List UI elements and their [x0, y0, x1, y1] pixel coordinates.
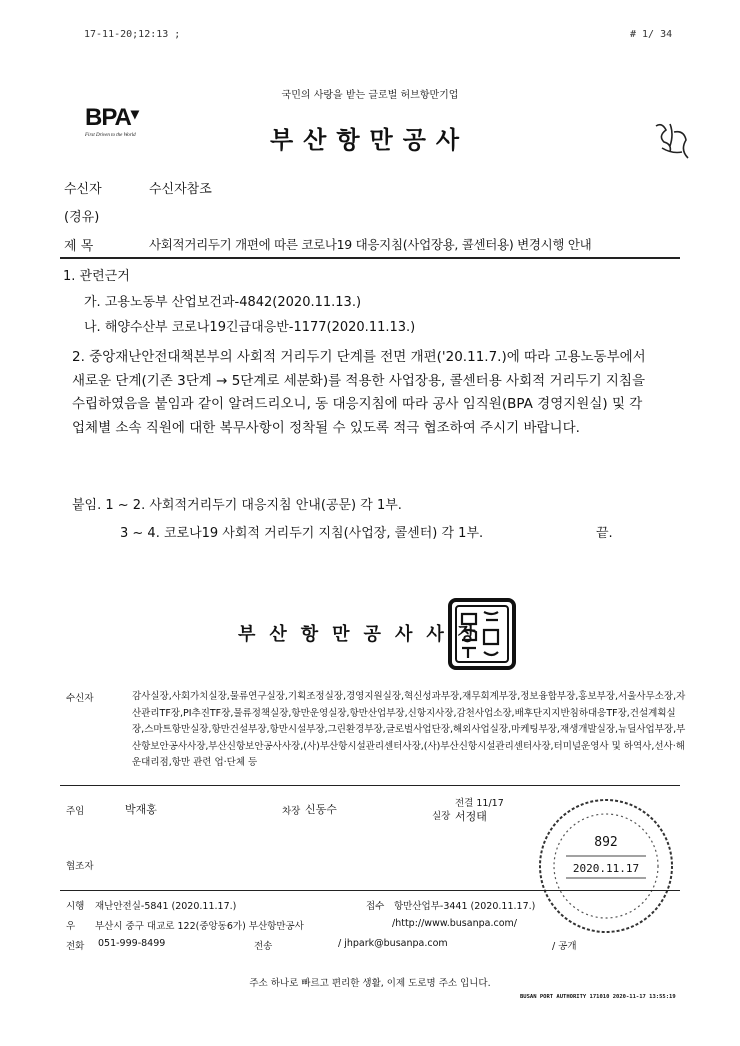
email-address: / jhpark@busanpa.com	[338, 938, 448, 949]
cooperator-label: 협조자	[66, 861, 94, 872]
received-value: 항만산업부-3441 (2020.11.17.)	[394, 901, 536, 912]
subject-value: 사회적거리두기 개편에 따른 코로나19 대응지침(사업장용, 콜센터용) 변경시행 안내	[149, 237, 592, 252]
attachment-1: 붙임. 1 ~ 2. 사회적거리두기 대응지침 안내(공문) 각 1부.	[72, 498, 402, 513]
exec-label: 시행	[66, 901, 85, 912]
item-2: 2. 중앙재난안전대책본부의 사회적 거리두기 단계를 전면 개편('20.11.7.)에 따라 고용노동부에서 새로운 단계(기존 3단계 → 5단계로 세분화)를 적용한 사업장용, 콜센터용 사회적 거리두기 지침을 수립하였음을 붙임과 같이 알려드리오니, 동 대응지침에 따라 공사 임직원(BPA 경영지원실) 및 각 업체별 소속 직원에 대한 복무사항이 정착될 수 있도록 적극 협조하여 주시기 바랍니다.	[72, 349, 646, 436]
phone-label: 전화	[66, 941, 85, 952]
logo-subtitle: First Driven to the World	[85, 133, 136, 138]
road-address-notice: 주소 하나로 빠르고 편리한 생활, 이제 도로명 주소 입니다.	[249, 978, 491, 989]
bpa-logo: BPA▾ First Driven to the World	[85, 104, 138, 138]
slogan: 국민의 사랑을 받는 글로벌 허브항만기업	[281, 90, 459, 101]
disclosure-status: / 공개	[552, 941, 577, 952]
reviewer-name: 신동수	[305, 803, 337, 816]
attachment-2: 3 ~ 4. 코로나19 사회적 거리두기 지침(사업장, 콜센터) 각 1부.	[120, 526, 484, 541]
fax-label: 전송	[254, 941, 273, 952]
author-label: 주임	[66, 806, 85, 817]
recipient-value: 수신자참조	[149, 182, 212, 197]
recipients-list: 감사실장,사회가치실장,물류연구실장,기획조정실장,경영지원실장,혁신성과부장,재무회계부장,정보융합부장,홍보부장,서울사무소장,자산관리TF장,PI추진TF장,물류정책실장,항만운영실장,항만산업부장,신항지사장,감천사업소장,배후단지지반침하대응TF장,건설계획실장,스마트항만실장,항만건설부장,항만시설부장,그린환경부장,글로벌사업단장,해외사업실장,마케팅부장,재생개발실장,뉴딜사업부장,부산항보안공사사장,부산신항보안공사사장,(사)부산항시설관리센터사장,(사)부산신항시설관리센터사장,터미널운영사 및 하역사,선사·해운대리점,항만 관련 업·단체 등	[132, 691, 686, 769]
exec-value: 재난안전실-5841 (2020.11.17.)	[95, 901, 237, 912]
website-url: /http://www.busanpa.com/	[392, 918, 517, 929]
item-1b: 나. 해양수산부 코로나19긴급대응반-1177(2020.11.13.)	[84, 320, 416, 335]
approver-date: 전결 11/17	[455, 798, 504, 809]
author-name: 박재홍	[125, 803, 157, 816]
end-mark: 끝.	[596, 526, 613, 541]
recipients-label: 수신자	[66, 693, 94, 704]
recipients-divider	[60, 785, 680, 786]
item-1: 1. 관련근거	[63, 269, 130, 284]
received-label: 접수	[366, 901, 385, 912]
receipt-stamp-icon	[536, 796, 676, 936]
approver-name: 서정태	[455, 810, 487, 823]
fax-page-counter: # 1/ 34	[630, 29, 673, 40]
header-divider	[60, 257, 680, 259]
reviewer-label: 차장	[282, 806, 301, 817]
signer-title: 부산항만공사사장	[238, 624, 490, 645]
item-1a: 가. 고용노동부 산업보건과-4842(2020.11.13.)	[84, 295, 362, 310]
phone-value: 051-999-8499	[98, 938, 166, 949]
address-value: 부산시 중구 대교로 122(중앙동6가) 부산항만공사	[95, 921, 304, 932]
postal-label: 우	[66, 921, 76, 932]
approval-divider	[60, 890, 680, 891]
via-label: (경유)	[64, 210, 100, 225]
official-seal-icon	[448, 598, 516, 670]
stamp-number: 892	[594, 835, 618, 850]
logo-text: BPA	[85, 104, 131, 131]
approver-label: 실장	[432, 811, 451, 822]
fax-header-left: 17-11-20;12:13 ;	[84, 29, 181, 40]
recipient-label: 수신자	[64, 182, 102, 197]
org-name: 부산항만공사	[270, 126, 470, 154]
machine-footer: BUSAN PORT AUTHORITY 171010 2020-11-17 13:55:19	[520, 994, 676, 1000]
stamp-date: 2020.11.17	[572, 862, 640, 875]
calligraphy-emblem-icon	[648, 118, 694, 168]
subject-label: 제 목	[64, 239, 94, 254]
